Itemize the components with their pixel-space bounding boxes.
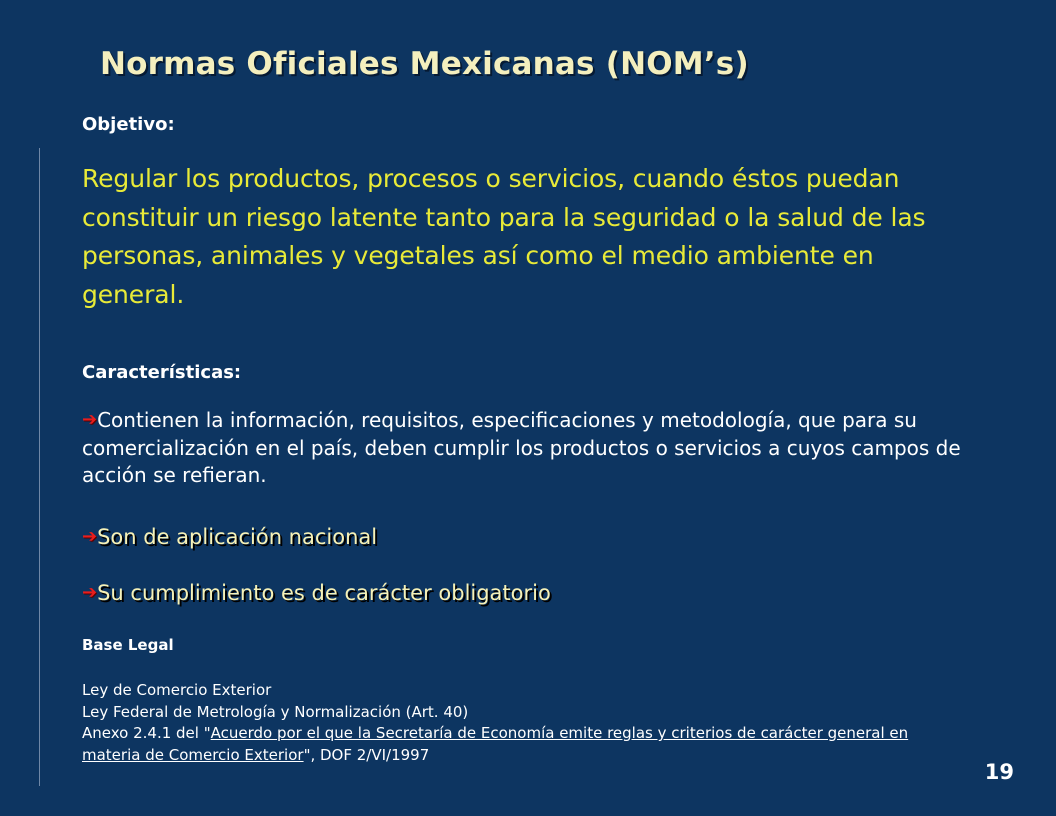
legal-basis-list xyxy=(82,680,962,766)
annex-prefix: Anexo 2.4.1 del " xyxy=(82,724,211,742)
arrow-right-icon: ➔ xyxy=(82,409,98,430)
arrow-right-icon: ➔ xyxy=(82,582,98,603)
objective-label: Objetivo: xyxy=(82,114,175,135)
legal-annex-item xyxy=(82,723,962,766)
legal-law-item: Ley de Comercio Exterior xyxy=(82,681,272,699)
vertical-divider xyxy=(39,148,40,786)
characteristic-item-3 xyxy=(82,581,551,605)
annex-suffix: ", DOF 2/VI/1997 xyxy=(303,745,430,764)
characteristics-label: Características: xyxy=(82,362,242,383)
slide-title: Normas Oficiales Mexicanas (NOM’s) xyxy=(100,46,749,82)
page-number: 19 xyxy=(984,760,1014,784)
characteristic-item-1 xyxy=(82,406,982,490)
characteristic-item-3-text: Su cumplimiento es de carácter obligatorio xyxy=(97,581,551,605)
legal-basis-title: Base Legal xyxy=(82,636,174,654)
characteristic-item-2-text: Son de aplicación nacional xyxy=(97,525,378,549)
characteristic-item-2 xyxy=(82,525,377,549)
annex-agreement-link[interactable]: Acuerdo por el que la Secretaría de Economía emite reglas y criterios de carácter general en materia de Comercio Exterior xyxy=(82,724,909,764)
characteristic-item-1-text: Contienen la información, requisitos, especificaciones y metodología, que para su comercialización en el país, deben cumplir los productos o servicios a cuyos campos de acción se refieran. xyxy=(82,408,961,487)
arrow-right-icon: ➔ xyxy=(82,526,98,547)
legal-law-item: Ley Federal de Metrología y Normalización (Art. 40) xyxy=(82,702,469,721)
objective-text: Regular los productos, procesos o servicios, cuando éstos puedan constituir un riesgo latente tanto para la seguridad o la salud de las personas, animales y vegetales así como el medio ambiente en general. xyxy=(82,164,926,309)
